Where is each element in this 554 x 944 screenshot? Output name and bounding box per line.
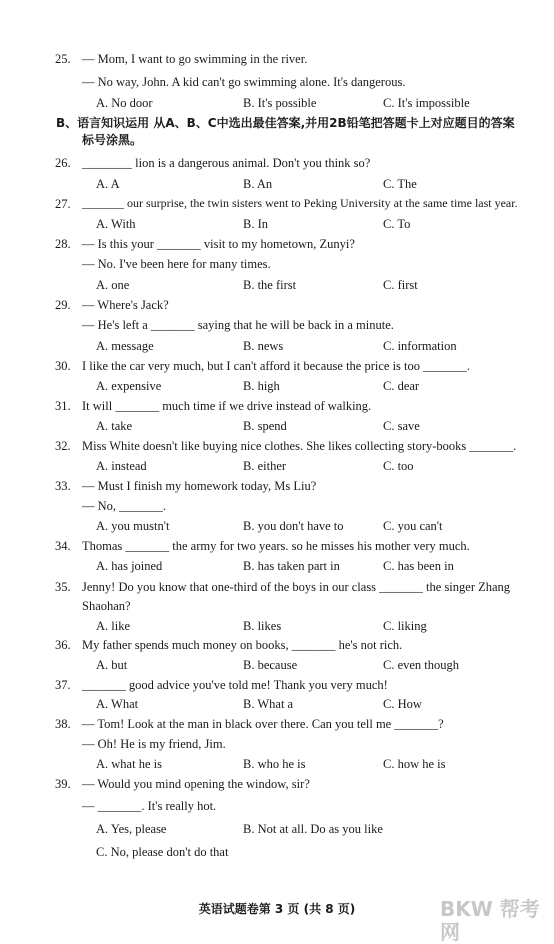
option-a: A. A (96, 177, 120, 191)
question-number: 36. (55, 638, 71, 652)
option-c: C. The (383, 177, 417, 191)
option-b: B. likes (243, 619, 282, 633)
question-number: 38. (55, 717, 71, 731)
question-line: _______ our surprise, the twin sisters went to Peking University at the same time last year. (82, 196, 518, 210)
section-heading: B、语言知识运用 从A、B、C中选出最佳答案,并用2B铅笔把答题卡上对应题目的答案 (56, 116, 515, 130)
option-a: A. has joined (96, 559, 163, 573)
question-line: It will _______ much time if we drive instead of walking. (82, 399, 372, 413)
option-c: C. you can't (383, 519, 443, 533)
option-b: B. high (243, 379, 280, 393)
question-line: — Must I finish my homework today, Ms Liu? (82, 479, 317, 493)
option-c: C. too (383, 459, 414, 473)
option-c: C. how he is (383, 757, 446, 771)
option-a: A. message (96, 339, 154, 353)
option-a: A. expensive (96, 379, 162, 393)
question-line: — No way, John. A kid can't go swimming alone. It's dangerous. (82, 75, 406, 89)
option-c: C. How (383, 697, 422, 711)
option-b: B. either (243, 459, 287, 473)
option-b: B. In (243, 217, 268, 231)
question-line: — Is this your _______ visit to my hometown, Zunyi? (82, 237, 355, 251)
option-b: B. who he is (243, 757, 306, 771)
option-b: B. the first (243, 278, 297, 292)
option-b: B. What a (243, 697, 294, 711)
option-b: B. news (243, 339, 284, 353)
question-line: My father spends much money on books, _______ he's not rich. (82, 638, 403, 652)
option-b: B. An (243, 177, 273, 191)
question-number: 27. (55, 197, 71, 211)
question-line: — Oh! He is my friend, Jim. (82, 737, 226, 751)
section-heading-cont: 标号涂黑。 (82, 133, 143, 147)
option-c: C. even though (383, 658, 460, 672)
question-line: — _______. It's really hot. (82, 799, 217, 813)
option-a: A. like (96, 619, 131, 633)
option-c: C. To (383, 217, 411, 231)
question-number: 35. (55, 580, 71, 594)
option-c: C. save (383, 419, 420, 433)
question-number: 25. (55, 52, 71, 66)
question-line: Miss White doesn't like buying nice clothes. She likes collecting story-books _______. (82, 439, 517, 453)
question-line: — No, _______. (82, 499, 167, 513)
option-a: A. instead (96, 459, 147, 473)
option-a: A. take (96, 419, 133, 433)
question-line: ________ lion is a dangerous animal. Don't you think so? (82, 156, 371, 170)
question-number: 37. (55, 678, 71, 692)
option-b: B. spend (243, 419, 287, 433)
question-number: 32. (55, 439, 71, 453)
question-number: 26. (55, 156, 71, 170)
option-b: B. has taken part in (243, 559, 340, 573)
question-number: 28. (55, 237, 71, 251)
option-a: A. Yes, please (96, 822, 167, 836)
question-line: _______ good advice you've told me! Thank you very much! (82, 678, 388, 692)
option-a: A. No door (96, 96, 153, 110)
option-a: A. you mustn't (96, 519, 170, 533)
question-number: 33. (55, 479, 71, 493)
question-line: — He's left a _______ saying that he will be back in a minute. (82, 318, 394, 332)
option-c: C. has been in (383, 559, 454, 573)
option-b: B. Not at all. Do as you like (243, 822, 383, 836)
option-a: A. What (96, 697, 139, 711)
question-line: — Where's Jack? (82, 298, 169, 312)
option-c: C. first (383, 278, 418, 292)
question-line: Shaohan? (82, 599, 131, 613)
question-line: — Tom! Look at the man in black over there. Can you tell me _______? (82, 717, 444, 731)
option-c: C. liking (383, 619, 427, 633)
option-a: A. but (96, 658, 128, 672)
question-number: 31. (55, 399, 71, 413)
option-c: C. No, please don't do that (96, 845, 229, 859)
option-c: C. information (383, 339, 457, 353)
question-line: — Would you mind opening the window, sir? (82, 777, 310, 791)
option-b: B. It's possible (243, 96, 317, 110)
option-a: A. one (96, 278, 130, 292)
question-line: — Mom, I want to go swimming in the river. (82, 52, 308, 66)
question-line: — No. I've been here for many times. (82, 257, 271, 271)
question-line: Jenny! Do you know that one-third of the boys in our class _______ the singer Zhang (82, 580, 511, 594)
option-a: A. what he is (96, 757, 162, 771)
watermark-logo: BKW 帮考网 (440, 897, 540, 944)
option-a: A. With (96, 217, 136, 231)
question-number: 30. (55, 359, 71, 373)
option-b: B. because (243, 658, 298, 672)
question-number: 29. (55, 298, 71, 312)
question-line: Thomas _______ the army for two years. so he misses his mother very much. (82, 539, 470, 553)
question-number: 39. (55, 777, 71, 791)
page-footer: 英语试题卷第 3 页 (共 8 页) (198, 902, 356, 916)
question-line: I like the car very much, but I can't afford it because the price is too _______. (82, 359, 471, 373)
option-c: C. dear (383, 379, 420, 393)
question-number: 34. (55, 539, 71, 553)
option-b: B. you don't have to (243, 519, 344, 533)
option-c: C. It's impossible (383, 96, 470, 110)
